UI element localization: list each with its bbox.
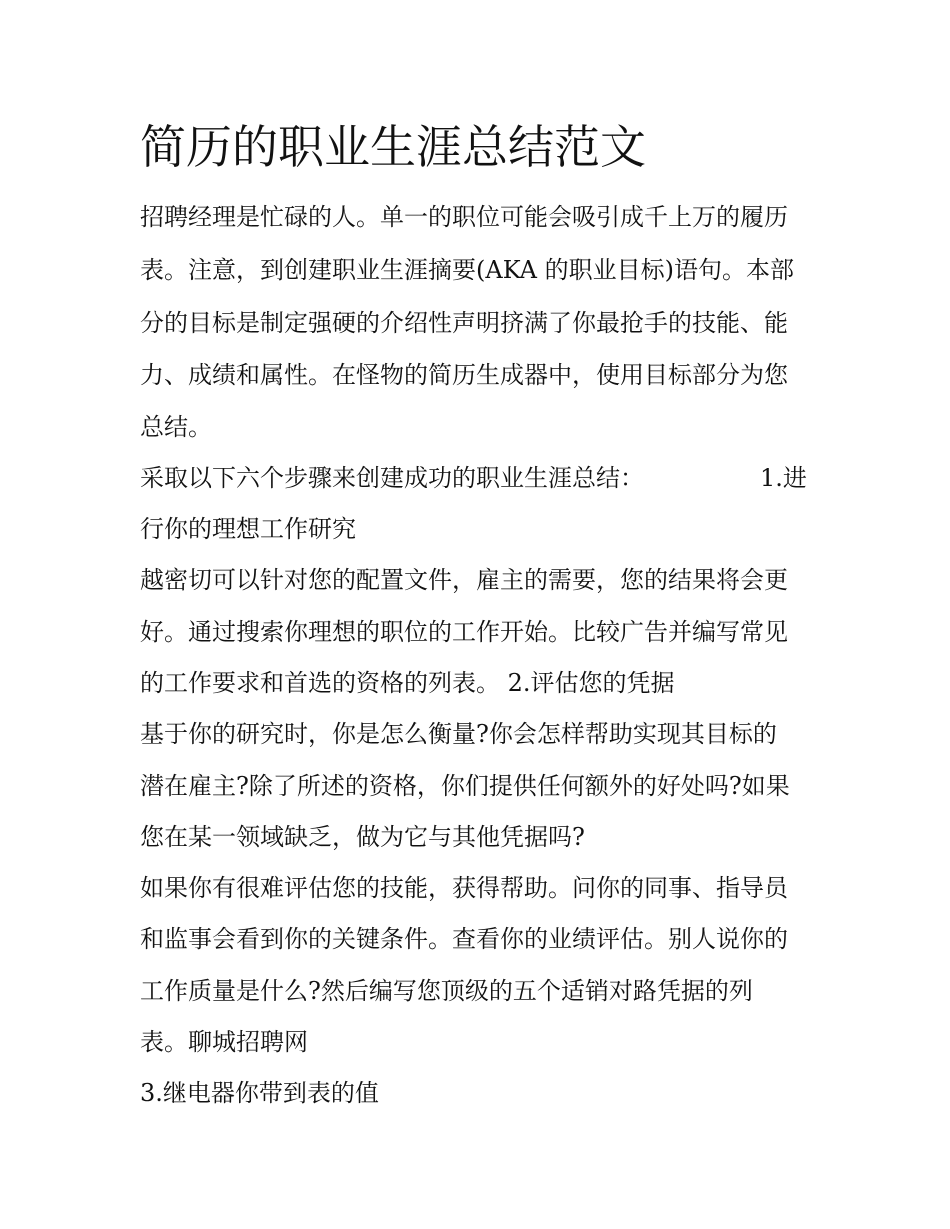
- paragraph-line: 力、成绩和属性。在怪物的简历生成器中，使用目标部分为您: [140, 361, 788, 389]
- steps-intro-text: 采取以下六个步骤来创建成功的职业生涯总结：: [140, 464, 644, 492]
- paragraph-line: 和监事会看到你的关键条件。查看你的业绩评估。别人说你的: [140, 925, 788, 953]
- step-1-number: 1.进: [760, 464, 807, 492]
- paragraph-line: 招聘经理是忙碌的人。单一的职位可能会吸引成千上万的履历: [140, 203, 788, 231]
- paragraph-line: 总结。: [140, 413, 212, 441]
- paragraph-line: 潜在雇主?除了所述的资格，你们提供任何额外的好处吗?如果: [140, 772, 790, 800]
- paragraph-line: 如果你有很难评估您的技能，获得帮助。问你的同事、指导员: [140, 874, 788, 902]
- paragraph-line: 工作质量是什么?然后编写您顶级的五个适销对路凭据的列: [140, 977, 753, 1005]
- paragraph-line: 表。注意，到创建职业生涯摘要(AKA 的职业目标)语句。本部: [140, 256, 794, 284]
- paragraph-line: 您在某一领域缺乏，做为它与其他凭据吗?: [140, 823, 585, 851]
- page-title: 简历的职业生涯总结范文: [140, 120, 646, 174]
- paragraph-line: 分的目标是制定强硬的介绍性声明挤满了你最抢手的技能、能: [140, 309, 788, 337]
- paragraph-line: 好。通过搜索你理想的职位的工作开始。比较广告并编写常见: [140, 618, 788, 646]
- paragraph-line: 越密切可以针对您的配置文件，雇主的需要，您的结果将会更: [140, 566, 788, 594]
- paragraph-line: 表。聊城招聘网: [140, 1028, 308, 1056]
- paragraph-line: 基于你的研究时，你是怎么衡量?你会怎样帮助实现其目标的: [140, 720, 777, 748]
- step-heading: 3.继电器你带到表的值: [140, 1079, 379, 1107]
- steps-intro-line: [140, 461, 820, 495]
- step-heading: 行你的理想工作研究: [140, 515, 356, 543]
- paragraph-line: 的工作要求和首选的资格的列表。 2.评估您的凭据: [140, 669, 675, 697]
